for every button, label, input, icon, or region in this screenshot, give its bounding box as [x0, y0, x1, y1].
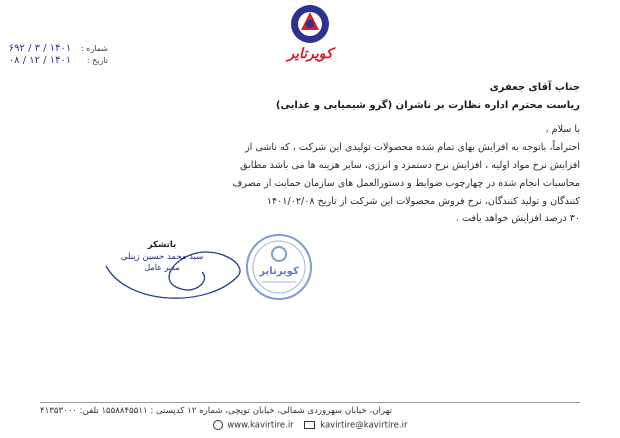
body-line: ۳۰ درصد افزایش خواهد یافت .	[455, 213, 580, 224]
body-line: محاسبات انجام شده در چهارچوب ضوابط و دستورالعمل های سازمان حمایت از مصرف	[232, 178, 580, 189]
date-row	[8, 54, 108, 66]
globe-icon	[213, 420, 223, 430]
signer-role: مدیر عامل	[144, 263, 180, 272]
body-line: احتراماً، باتوجه به افزایش بهای تمام شده محصولات تولیدی این شرکت ، که ناشی از	[244, 142, 580, 153]
stamp-text: کویرتایر	[259, 266, 299, 277]
number-row	[8, 42, 108, 54]
footer-contacts	[0, 420, 620, 431]
signature-block	[112, 240, 212, 272]
recipient: جناب آقای جعفری	[489, 82, 580, 93]
body-line: کنندگان و تولید کنندگان، نرخ فروش محصولات این شرکت از تاریخ ۱۴۰۱/۰۲/۰۸	[266, 196, 580, 207]
recipient-title: ریاست محترم اداره نظارت بر ناشران (گرو شیمیایی و غذایی)	[275, 100, 580, 111]
email-link[interactable]: kavirtire@kavirtire.ir	[320, 420, 408, 431]
date-value: ۱۴۰۱ / ۱۲ / ۰۸	[8, 54, 72, 66]
date-label: تاریخ :	[86, 55, 108, 65]
signer-name: سید محمد حسین زینلی	[120, 252, 204, 262]
body-line: افزایش نرخ مواد اولیه ، افزایش نرخ دستمزد و انرژی، سایر هزینه ها می باشد مطابق	[240, 160, 580, 171]
mail-icon	[304, 421, 315, 429]
number-value: ۱۴۰۱ / ۳ / ۶۹۲	[8, 42, 72, 54]
website-link[interactable]: www.kavirtire.ir	[227, 420, 294, 431]
footer-divider	[40, 402, 580, 403]
logo-wordmark: کویرتایر	[287, 46, 333, 62]
reference-block	[8, 42, 108, 66]
number-label: شماره :	[80, 43, 108, 53]
closing-text: باتشکر	[147, 240, 177, 250]
company-logo	[272, 2, 348, 68]
greeting: با سلام ،	[545, 124, 580, 135]
logo-emblem-icon	[272, 2, 348, 48]
company-stamp	[244, 232, 314, 302]
footer-address: تهران، خیابان سهروردی شمالی، خیابان توپچی، شماره ۱۲ کدپستی : ۱۵۵۸۸۴۵۵۱۱ تلفن: ۴۱۳۵۳۰۰۰	[40, 406, 392, 416]
